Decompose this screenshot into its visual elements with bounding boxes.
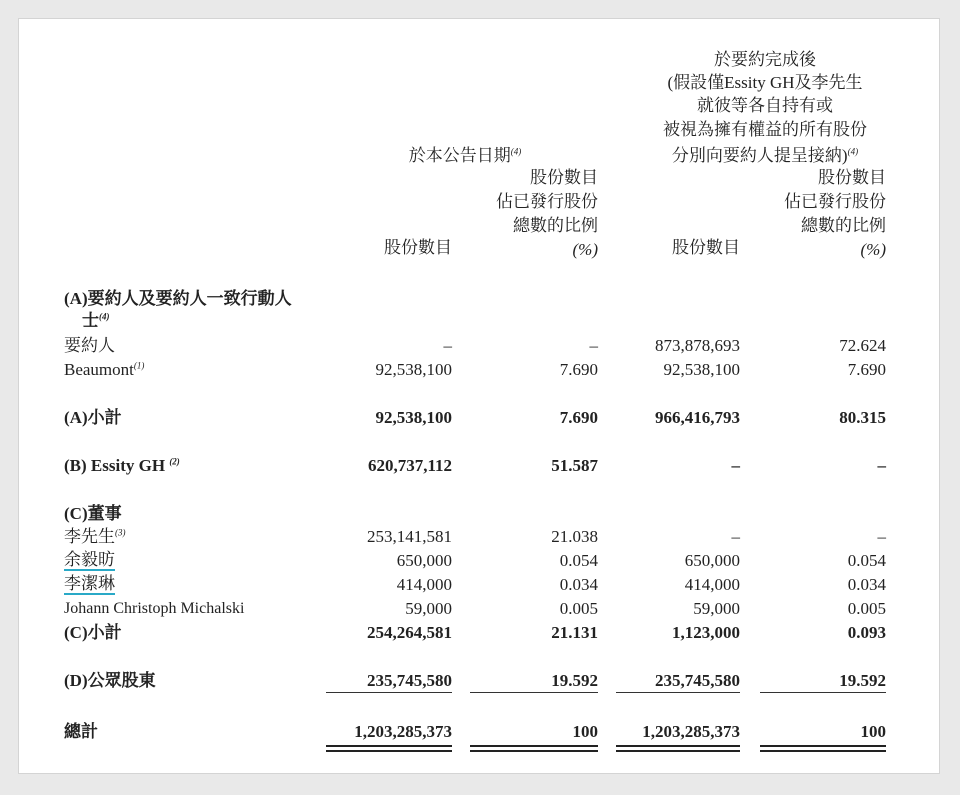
row-label-director: Johann Christoph Michalski <box>64 600 245 617</box>
col3-header: 股份數目 <box>672 238 740 257</box>
cell: 235,745,580 <box>367 671 452 690</box>
linked-name[interactable]: 余毅昉 <box>64 550 115 569</box>
cell: 873,878,693 <box>655 336 740 355</box>
double-underline <box>326 745 452 752</box>
cell: 19.592 <box>551 671 598 690</box>
cell: – <box>731 527 740 546</box>
cell: 650,000 <box>396 551 452 570</box>
cell: – <box>589 336 598 355</box>
cell: 254,264,581 <box>367 623 452 642</box>
cell: 100 <box>860 722 886 741</box>
row-label-beaumont: Beaumont$^{(1)}$ <box>64 360 145 379</box>
group2-title-line3: 就彼等各自持有或 <box>697 96 833 115</box>
cell: 7.690 <box>847 360 886 379</box>
col4-header-line3: 總數的比例 <box>801 216 886 235</box>
cell: 966,416,793 <box>655 408 740 427</box>
row-label-b-essity: (B) Essity GH $^{(2)}$ <box>64 456 180 475</box>
cell: 235,745,580 <box>655 671 740 690</box>
cell: 650,000 <box>684 551 740 570</box>
cell: 253,141,581 <box>367 527 452 546</box>
cell: 0.005 <box>559 599 598 618</box>
cell: 414,000 <box>396 575 452 594</box>
cell: 100 <box>572 722 598 741</box>
row-label-director[interactable] <box>64 574 115 594</box>
col2-header-line3: 總數的比例 <box>513 216 598 235</box>
row-label-c-subtotal: (C)小計 <box>64 623 122 642</box>
cell: 1,123,000 <box>672 623 740 642</box>
group2-title-line2: (假設僅Essity GH及李先生 <box>667 73 863 92</box>
cell: 0.093 <box>847 623 886 642</box>
cell: 19.592 <box>839 671 886 690</box>
divider <box>470 692 598 693</box>
cell: 21.038 <box>551 527 598 546</box>
cell: 414,000 <box>684 575 740 594</box>
col4-header-line2: 佔已發行股份 <box>784 192 886 211</box>
cell: 620,737,112 <box>367 456 452 475</box>
section-a-title-cont: 士$^{(4)}$ <box>82 311 110 330</box>
divider <box>326 692 452 693</box>
cell: 51.587 <box>551 456 598 475</box>
divider <box>760 692 886 693</box>
double-underline <box>760 745 886 752</box>
col4-header-line1: 股份數目 <box>818 168 886 187</box>
cell: 92,538,100 <box>375 360 452 379</box>
cell: – <box>877 456 886 475</box>
double-underline <box>470 745 598 752</box>
cell: 1,203,285,373 <box>642 722 740 741</box>
section-a-title: (A)要約人及要約人一致行動人 <box>64 289 292 308</box>
divider <box>616 692 740 693</box>
cell: 0.054 <box>847 551 886 570</box>
linked-name[interactable]: 李潔琳 <box>64 574 115 593</box>
row-label-offeror: 要約人 <box>64 336 115 355</box>
row-label-director: 李先生$^{(3)}$ <box>64 527 126 546</box>
cell: 59,000 <box>405 599 452 618</box>
cell: 92,538,100 <box>375 408 452 427</box>
cell: 7.690 <box>559 360 598 379</box>
double-underline <box>616 745 740 752</box>
cell: 92,538,100 <box>663 360 740 379</box>
col1-header: 股份數目 <box>384 238 452 257</box>
cell: 0.005 <box>847 599 886 618</box>
group2-title-line4: 被視為擁有權益的所有股份 <box>663 120 867 139</box>
col2-header-unit: (%) <box>572 240 598 259</box>
cell: 72.624 <box>839 336 886 355</box>
row-label-a-subtotal: (A)小計 <box>64 408 122 427</box>
cell: – <box>877 527 886 546</box>
row-label-total: 總計 <box>64 722 98 741</box>
group2-title-line1: 於要約完成後 <box>714 50 816 69</box>
cell: 59,000 <box>693 599 740 618</box>
group1-title: 於本公告日期$^{(4)}$ <box>408 146 522 165</box>
row-label-director[interactable] <box>64 550 115 570</box>
row-label-d-public: (D)公眾股東 <box>64 671 156 690</box>
cell: 0.034 <box>847 575 886 594</box>
col2-header-line1: 股份數目 <box>530 168 598 187</box>
col4-header-unit: (%) <box>860 240 886 259</box>
section-c-title: (C)董事 <box>64 504 122 523</box>
cell: – <box>731 456 740 475</box>
cell: 80.315 <box>839 408 886 427</box>
cell: 21.131 <box>551 623 598 642</box>
col2-header-line2: 佔已發行股份 <box>496 192 598 211</box>
cell: 7.690 <box>559 408 598 427</box>
cell: 1,203,285,373 <box>354 722 452 741</box>
group2-title-line5: 分別向要約人提呈接納)$^{(4)}$ <box>671 146 859 165</box>
cell: – <box>443 336 452 355</box>
cell: 0.034 <box>559 575 598 594</box>
cell: 0.054 <box>559 551 598 570</box>
